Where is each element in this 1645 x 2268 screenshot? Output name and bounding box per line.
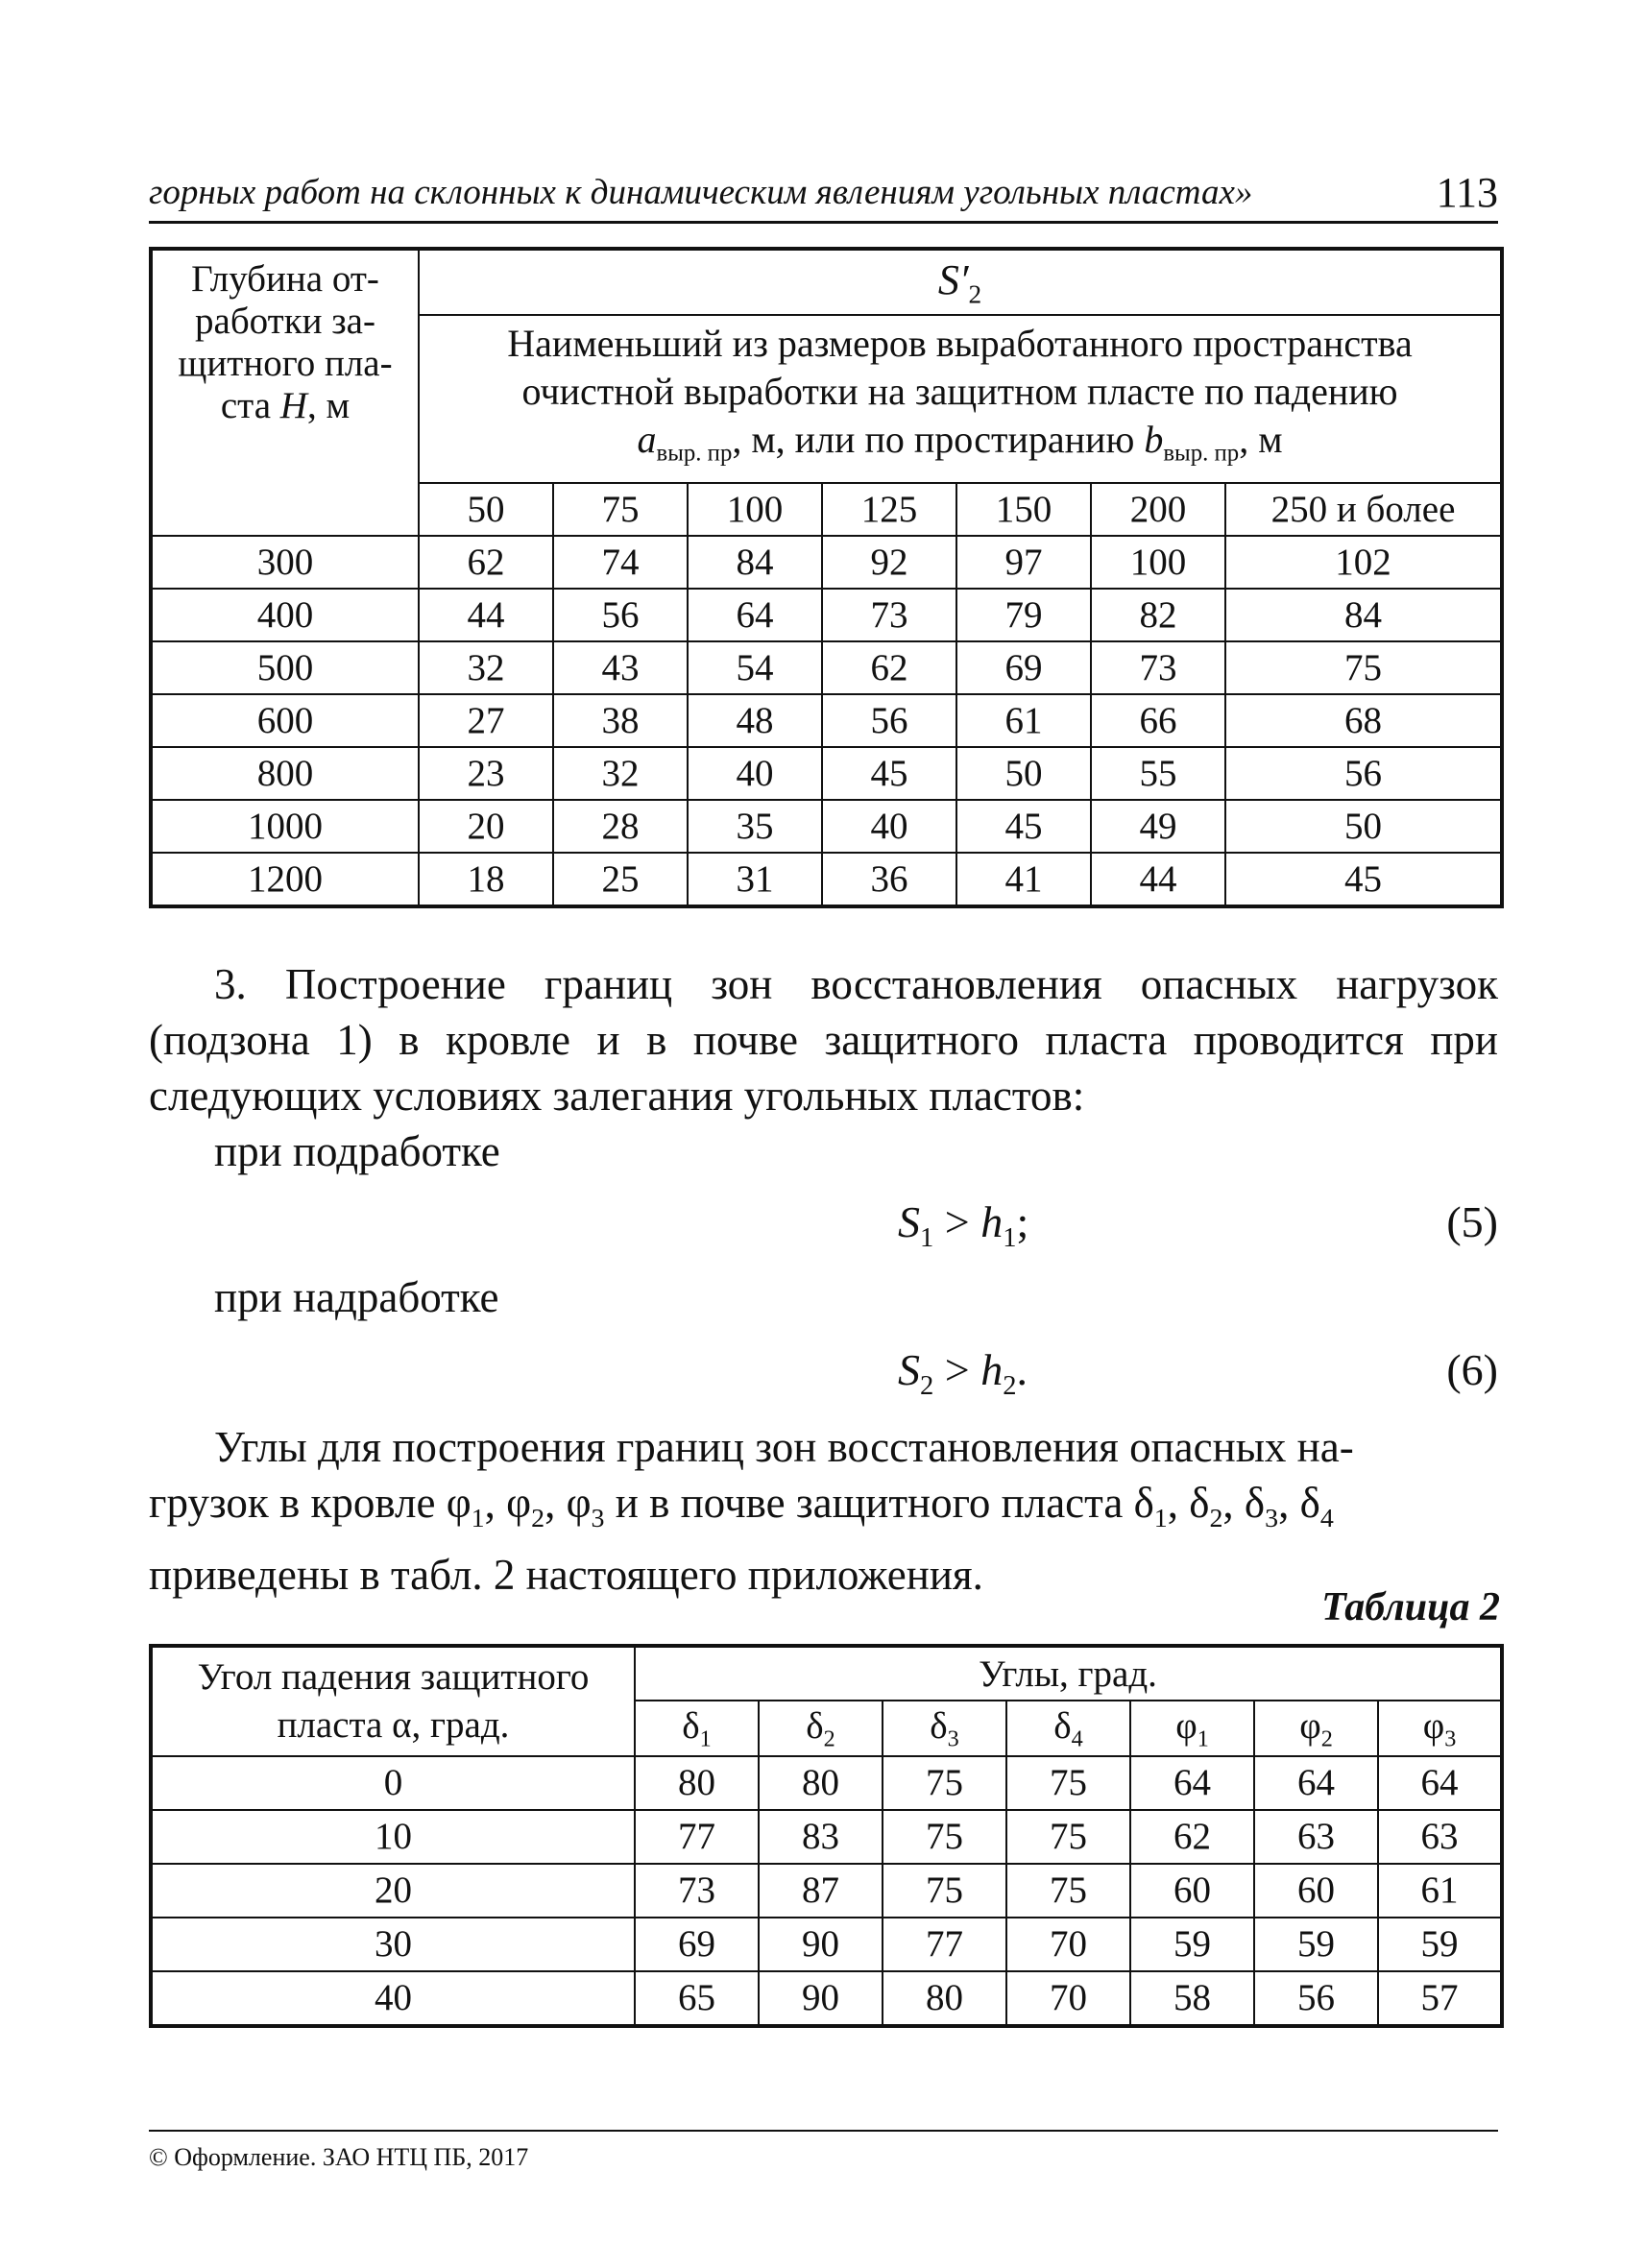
value-cell: 25 bbox=[553, 853, 688, 906]
depth-cell: 600 bbox=[151, 694, 419, 747]
delta-symbol: $\delta_1$ bbox=[1133, 1479, 1168, 1533]
table-row bbox=[151, 853, 1502, 906]
column-header: $\delta_2$ bbox=[759, 1701, 883, 1756]
column-header: 50 bbox=[419, 483, 553, 536]
table-row bbox=[151, 694, 1502, 747]
value-cell: 50 bbox=[1225, 800, 1502, 853]
value-cell: 73 bbox=[635, 1864, 759, 1918]
table-1 bbox=[149, 247, 1504, 908]
value-cell: 28 bbox=[553, 800, 688, 853]
value-cell: 64 bbox=[688, 589, 822, 641]
group-symbol: $S'_2$ bbox=[419, 249, 1502, 315]
value-cell: 97 bbox=[956, 536, 1091, 589]
table-2 bbox=[149, 1644, 1504, 2028]
running-title: горных работ на склонных к динамическим явлениям угольных пластах» bbox=[149, 173, 1253, 212]
value-cell: 45 bbox=[956, 800, 1091, 853]
value-cell: 64 bbox=[1378, 1756, 1502, 1810]
value-cell: 20 bbox=[419, 800, 553, 853]
value-cell: 80 bbox=[759, 1756, 883, 1810]
value-cell: 48 bbox=[688, 694, 822, 747]
column-header: $\delta_1$ bbox=[635, 1701, 759, 1756]
formula-6: $S_2 > h_2$. (6) bbox=[898, 1345, 1498, 1401]
value-cell: 31 bbox=[688, 853, 822, 906]
column-header: $\varphi_1$ bbox=[1130, 1701, 1254, 1756]
value-cell: 27 bbox=[419, 694, 553, 747]
value-cell: 56 bbox=[1225, 747, 1502, 800]
column-header: 150 bbox=[956, 483, 1091, 536]
value-cell: 102 bbox=[1225, 536, 1502, 589]
value-cell: 32 bbox=[553, 747, 688, 800]
case-overmining: при надработке bbox=[214, 1273, 499, 1321]
value-cell: 50 bbox=[956, 747, 1091, 800]
value-cell: 90 bbox=[759, 1971, 883, 2026]
angles-group-header: Углы, град. bbox=[635, 1646, 1502, 1701]
value-cell: 62 bbox=[822, 641, 956, 694]
value-cell: 49 bbox=[1091, 800, 1225, 853]
value-cell: 44 bbox=[1091, 853, 1225, 906]
formula-5: $S_1 > h_1$; (5) bbox=[898, 1197, 1498, 1253]
table-row bbox=[151, 800, 1502, 853]
value-cell: 82 bbox=[1091, 589, 1225, 641]
value-cell: 38 bbox=[553, 694, 688, 747]
value-cell: 60 bbox=[1130, 1864, 1254, 1918]
value-cell: 73 bbox=[822, 589, 956, 641]
value-cell: 66 bbox=[1091, 694, 1225, 747]
value-cell: 74 bbox=[553, 536, 688, 589]
alpha-cell: 10 bbox=[151, 1810, 635, 1864]
paragraph-angles: Углы для построения границ зон восстановления опасных на- грузок в кровле $\varphi_1$, $\varphi_2$, $\varphi_3$ и в почве защитного пласта $\delta_1$, $\delta_2$, $\delta_3$, $\delta_4$ приведены в табл. 2 настоящего приложения. bbox=[149, 1423, 1354, 1599]
value-cell: 68 bbox=[1225, 694, 1502, 747]
depth-header: Глубина от- работки за- щитного пла- ста H, м bbox=[151, 249, 419, 536]
value-cell: 56 bbox=[822, 694, 956, 747]
value-cell: 41 bbox=[956, 853, 1091, 906]
delta-symbol: $\delta_2$ bbox=[1189, 1479, 1223, 1533]
value-cell: 75 bbox=[883, 1756, 1006, 1810]
value-cell: 75 bbox=[883, 1810, 1006, 1864]
value-cell: 56 bbox=[553, 589, 688, 641]
depth-cell: 400 bbox=[151, 589, 419, 641]
value-cell: 100 bbox=[1091, 536, 1225, 589]
value-cell: 75 bbox=[1006, 1810, 1130, 1864]
formula-number: (6) bbox=[1446, 1345, 1498, 1394]
value-cell: 62 bbox=[1130, 1810, 1254, 1864]
alpha-cell: 30 bbox=[151, 1918, 635, 1971]
value-cell: 75 bbox=[1006, 1864, 1130, 1918]
value-cell: 73 bbox=[1091, 641, 1225, 694]
value-cell: 77 bbox=[635, 1810, 759, 1864]
alpha-cell: 20 bbox=[151, 1864, 635, 1918]
value-cell: 40 bbox=[688, 747, 822, 800]
column-header: 75 bbox=[553, 483, 688, 536]
depth-cell: 1000 bbox=[151, 800, 419, 853]
value-cell: 87 bbox=[759, 1864, 883, 1918]
value-cell: 56 bbox=[1254, 1971, 1378, 2026]
depth-cell: 300 bbox=[151, 536, 419, 589]
value-cell: 80 bbox=[883, 1971, 1006, 2026]
value-cell: 36 bbox=[822, 853, 956, 906]
value-cell: 58 bbox=[1130, 1971, 1254, 2026]
column-header: $\varphi_3$ bbox=[1378, 1701, 1502, 1756]
value-cell: 84 bbox=[1225, 589, 1502, 641]
value-cell: 45 bbox=[1225, 853, 1502, 906]
column-header: $\delta_3$ bbox=[883, 1701, 1006, 1756]
value-cell: 44 bbox=[419, 589, 553, 641]
value-cell: 60 bbox=[1254, 1864, 1378, 1918]
table-row bbox=[151, 1756, 1502, 1810]
value-cell: 59 bbox=[1130, 1918, 1254, 1971]
value-cell: 35 bbox=[688, 800, 822, 853]
delta-symbol: $\delta_4$ bbox=[1299, 1479, 1334, 1533]
formula-number: (5) bbox=[1446, 1197, 1498, 1246]
value-cell: 84 bbox=[688, 536, 822, 589]
case-undermining: при подработке bbox=[214, 1127, 500, 1175]
value-cell: 23 bbox=[419, 747, 553, 800]
value-cell: 54 bbox=[688, 641, 822, 694]
depth-cell: 800 bbox=[151, 747, 419, 800]
depth-cell: 500 bbox=[151, 641, 419, 694]
column-header: 125 bbox=[822, 483, 956, 536]
value-cell: 59 bbox=[1378, 1918, 1502, 1971]
value-cell: 61 bbox=[1378, 1864, 1502, 1918]
value-cell: 80 bbox=[635, 1756, 759, 1810]
alpha-cell: 40 bbox=[151, 1971, 635, 2026]
table-2-caption: Таблица 2 bbox=[1321, 1585, 1500, 1629]
value-cell: 90 bbox=[759, 1918, 883, 1971]
column-header: $\varphi_2$ bbox=[1254, 1701, 1378, 1756]
running-header bbox=[149, 165, 1498, 224]
value-cell: 55 bbox=[1091, 747, 1225, 800]
value-cell: 45 bbox=[822, 747, 956, 800]
page-number: 113 bbox=[1436, 169, 1498, 216]
table-row bbox=[151, 1810, 1502, 1864]
table-row bbox=[151, 641, 1502, 694]
column-header: 200 bbox=[1091, 483, 1225, 536]
value-cell: 79 bbox=[956, 589, 1091, 641]
value-cell: 63 bbox=[1378, 1810, 1502, 1864]
value-cell: 63 bbox=[1254, 1810, 1378, 1864]
value-cell: 69 bbox=[635, 1918, 759, 1971]
table-row bbox=[151, 589, 1502, 641]
value-cell: 77 bbox=[883, 1918, 1006, 1971]
alpha-cell: 0 bbox=[151, 1756, 635, 1810]
value-cell: 61 bbox=[956, 694, 1091, 747]
value-cell: 75 bbox=[1225, 641, 1502, 694]
phi-symbol: $\varphi_3$ bbox=[566, 1479, 605, 1533]
value-cell: 83 bbox=[759, 1810, 883, 1864]
table-row bbox=[151, 1918, 1502, 1971]
value-cell: 65 bbox=[635, 1971, 759, 2026]
column-header: $\delta_4$ bbox=[1006, 1701, 1130, 1756]
phi-symbol: $\varphi_1$ bbox=[446, 1479, 485, 1533]
alpha-header: Угол падения защитного пласта α, град. bbox=[151, 1646, 635, 1756]
value-cell: 43 bbox=[553, 641, 688, 694]
paragraph-3: 3. Построение границ зон восстановления опасных нагрузок (подзона 1) в кровле и в почве защитного пласта проводится при следующих условиях залегания угольных пластов: bbox=[149, 960, 1498, 1120]
value-cell: 18 bbox=[419, 853, 553, 906]
value-cell: 92 bbox=[822, 536, 956, 589]
value-cell: 75 bbox=[1006, 1756, 1130, 1810]
value-cell: 59 bbox=[1254, 1918, 1378, 1971]
depth-cell: 1200 bbox=[151, 853, 419, 906]
phi-symbol: $\varphi_2$ bbox=[506, 1479, 545, 1533]
table-row bbox=[151, 536, 1502, 589]
column-header: 250 и более bbox=[1225, 483, 1502, 536]
value-cell: 57 bbox=[1378, 1971, 1502, 2026]
table-row bbox=[151, 1864, 1502, 1918]
value-cell: 64 bbox=[1130, 1756, 1254, 1810]
group-description: Наименьший из размеров выработанного пространства очистной выработки на защитном пласте по падению $a_{выр. пр}$, м, или по простиранию $b_{выр. пр}$, м bbox=[419, 315, 1502, 483]
value-cell: 40 bbox=[822, 800, 956, 853]
value-cell: 75 bbox=[883, 1864, 1006, 1918]
value-cell: 70 bbox=[1006, 1918, 1130, 1971]
footer-copyright: © Оформление. ЗАО НТЦ ПБ, 2017 bbox=[149, 2130, 1498, 2172]
value-cell: 32 bbox=[419, 641, 553, 694]
value-cell: 69 bbox=[956, 641, 1091, 694]
table-row bbox=[151, 1971, 1502, 2026]
column-header: 100 bbox=[688, 483, 822, 536]
value-cell: 64 bbox=[1254, 1756, 1378, 1810]
delta-symbol: $\delta_3$ bbox=[1244, 1479, 1279, 1533]
value-cell: 70 bbox=[1006, 1971, 1130, 2026]
value-cell: 62 bbox=[419, 536, 553, 589]
table-row bbox=[151, 747, 1502, 800]
